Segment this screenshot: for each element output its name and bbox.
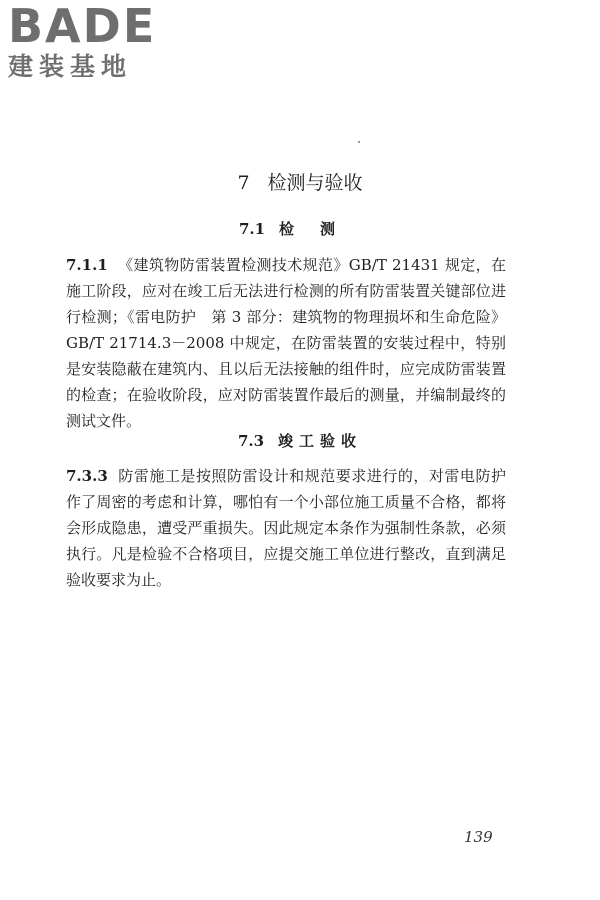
chapter-number: 7 — [237, 172, 250, 194]
margin-dot — [358, 141, 360, 143]
clause-7-1-1 — [66, 252, 506, 434]
logo-chinese-name: 建装基地 — [8, 52, 133, 81]
clause-number: 7.3.3 — [66, 467, 108, 485]
chapter-title — [0, 170, 600, 196]
clause-number: 7.1.1 — [66, 256, 108, 274]
clause-7-3-3 — [66, 463, 506, 593]
section-number: 7.1 — [238, 220, 266, 238]
section-number: 7.3 — [237, 432, 265, 450]
section-title-7-1 — [0, 218, 600, 240]
section-heading: 检测 — [279, 220, 362, 238]
clause-text: 防雷施工是按照防雷设计和规范要求进行的，对雷电防护作了周密的考虑和计算，哪怕有一个小部位施工质量不合格，都将会形成隐患，遭受严重损失。因此规定本条作为强制性条款，必须执行。凡是检验不合格项目，应提交施工单位进行整改，直到满足验收要求为止。 — [66, 467, 506, 589]
chapter-heading: 检测与验收 — [267, 172, 363, 194]
watermark-logo — [8, 2, 178, 82]
section-heading: 竣工验收 — [278, 432, 363, 450]
logo-wordmark: BADE — [8, 0, 157, 53]
page-number: 139 — [464, 828, 493, 846]
section-title-7-3 — [0, 430, 600, 452]
clause-text: 《建筑物防雷装置检测技术规范》GB/T 21431 规定，在施工阶段，应对在竣工后无法进行检测的所有防雷装置关键部位进行检测；《雷电防护 第 3 部分：建筑物的物理损坏和生命危险》GB/T 21714.3－2008 中规定，在防雷装置的安装过程中，特别是安装隐蔽在建筑内、且以后无法接触的组件时，应完成防雷装置的检查；在验收阶段，应对防雷装置作最后的测量，并编制最终的测试文件。 — [66, 256, 506, 430]
